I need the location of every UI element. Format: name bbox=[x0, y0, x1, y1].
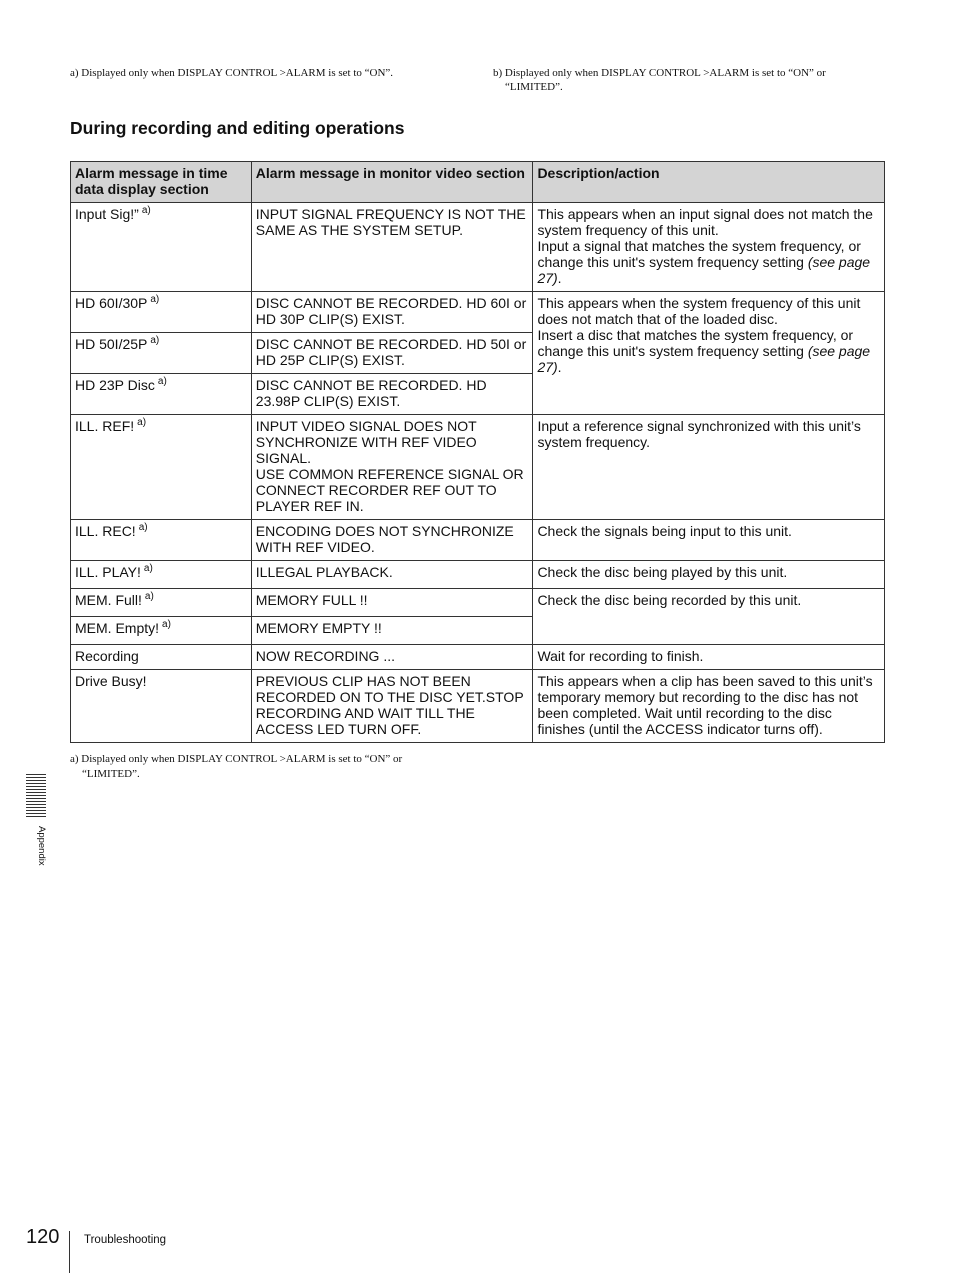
monitor-message-line: INPUT VIDEO SIGNAL DOES NOT SYNCHRONIZE WITH REF VIDEO SIGNAL. bbox=[255, 418, 477, 466]
footnote-marker: a) bbox=[143, 563, 153, 574]
alarm-monitor-cell: ILLEGAL PLAYBACK. bbox=[251, 561, 533, 589]
alarm-time-data-cell: Recording bbox=[71, 645, 252, 670]
page-reference: (see page 27) bbox=[537, 343, 871, 375]
alarm-code: HD 23P Disc bbox=[75, 377, 155, 393]
top-note-a bbox=[70, 66, 470, 80]
description-line: Input a signal that matches the system frequency, or change this unit's system frequency setting bbox=[537, 238, 861, 270]
description-end: . bbox=[557, 270, 562, 286]
description-end: . bbox=[557, 359, 562, 375]
footnote-marker: a) bbox=[150, 294, 160, 305]
alarm-code: Input Sig!” bbox=[75, 206, 139, 222]
footnote-marker: a) bbox=[162, 619, 171, 630]
top-note-a-text: a) Displayed only when DISPLAY CONTROL >ALARM is set to “ON”. bbox=[70, 67, 394, 79]
table-row bbox=[71, 292, 885, 333]
section-title: During recording and editing operations bbox=[70, 118, 405, 138]
alarm-code: ILL. REF! bbox=[75, 418, 135, 434]
alarm-time-data-cell bbox=[71, 561, 252, 589]
page-number: 120 bbox=[26, 1226, 60, 1248]
alarm-time-data-cell bbox=[71, 374, 252, 415]
alarm-monitor-cell: MEMORY FULL !! bbox=[251, 589, 533, 617]
description-cell: Check the disc being played by this unit. bbox=[533, 561, 885, 589]
alarm-monitor-cell: NOW RECORDING ... bbox=[251, 645, 533, 670]
side-tab-label: Appendix bbox=[36, 826, 47, 866]
footnote-marker: a) bbox=[150, 335, 160, 346]
table-row bbox=[71, 520, 885, 561]
header-description: Description/action bbox=[533, 162, 885, 203]
alarm-code: MEM. Empty! bbox=[75, 620, 160, 636]
table-header-row bbox=[71, 162, 885, 203]
description-cell: This appears when a clip has been saved to this unit’s temporary memory but recording to the disc has not been completed. Wait until recording to the disc finishes (until the ACCESS indicator turns off). bbox=[533, 670, 885, 743]
page-section-name: Troubleshooting bbox=[84, 1234, 167, 1246]
alarm-monitor-cell: INPUT SIGNAL FREQUENCY IS NOT THE SAME AS THE SYSTEM SETUP. bbox=[251, 203, 533, 292]
alarm-monitor-cell: ENCODING DOES NOT SYNCHRONIZE WITH REF VIDEO. bbox=[251, 520, 533, 561]
alarm-monitor-cell bbox=[251, 415, 533, 520]
monitor-message-line: USE COMMON REFERENCE SIGNAL OR CONNECT RECORDER REF OUT TO PLAYER REF IN. bbox=[255, 466, 524, 514]
alarm-time-data-cell: Drive Busy! bbox=[71, 670, 252, 743]
page-reference: (see page 27) bbox=[537, 254, 871, 286]
page-divider bbox=[69, 1231, 70, 1273]
alarm-monitor-cell: MEMORY EMPTY !! bbox=[251, 617, 533, 645]
alarm-code: ILL. REC! bbox=[75, 523, 136, 539]
alarm-time-data-cell bbox=[71, 415, 252, 520]
top-note-b bbox=[493, 66, 893, 94]
alarm-code: ILL. PLAY! bbox=[75, 564, 141, 580]
alarm-table bbox=[70, 161, 885, 743]
table-row bbox=[71, 645, 885, 670]
table-row bbox=[71, 415, 885, 520]
description-cell: Check the signals being input to this unit. bbox=[533, 520, 885, 561]
footnote-marker: a) bbox=[137, 417, 147, 428]
table-row bbox=[71, 670, 885, 743]
description-cell: Check the disc being recorded by this unit. bbox=[533, 589, 885, 645]
footnote-marker: a) bbox=[141, 205, 151, 216]
alarm-monitor-cell: DISC CANNOT BE RECORDED. HD 50I or HD 25P CLIP(S) EXIST. bbox=[251, 333, 533, 374]
table-row bbox=[71, 589, 885, 617]
description-line: Insert a disc that matches the system frequency, or change this unit's system frequency setting bbox=[537, 327, 854, 359]
footnote-marker: a) bbox=[157, 376, 167, 387]
alarm-time-data-cell bbox=[71, 617, 252, 645]
alarm-monitor-cell: DISC CANNOT BE RECORDED. HD 23.98P CLIP(S) EXIST. bbox=[251, 374, 533, 415]
footnote-marker: a) bbox=[144, 591, 154, 602]
alarm-time-data-cell bbox=[71, 292, 252, 333]
alarm-time-data-cell bbox=[71, 333, 252, 374]
alarm-monitor-cell: DISC CANNOT BE RECORDED. HD 60I or HD 30P CLIP(S) EXIST. bbox=[251, 292, 533, 333]
footnote-line2: “LIMITED”. bbox=[82, 768, 140, 780]
description-cell: Wait for recording to finish. bbox=[533, 645, 885, 670]
description-cell bbox=[533, 203, 885, 292]
table-footnote bbox=[70, 752, 480, 782]
alarm-time-data-cell bbox=[71, 589, 252, 617]
footnote-marker: a) bbox=[138, 522, 148, 533]
side-tab-marker bbox=[26, 774, 46, 817]
top-note-b-line2: “LIMITED”. bbox=[505, 81, 563, 93]
alarm-time-data-cell bbox=[71, 520, 252, 561]
table-row bbox=[71, 561, 885, 589]
alarm-time-data-cell bbox=[71, 203, 252, 292]
header-time-data: Alarm message in time data display section bbox=[71, 162, 252, 203]
top-note-b-line1: b) Displayed only when DISPLAY CONTROL >ALARM is set to “ON” or bbox=[493, 67, 826, 79]
alarm-code: HD 50I/25P bbox=[75, 336, 148, 352]
description-line: This appears when an input signal does not match the system frequency of this unit. bbox=[537, 206, 873, 238]
alarm-monitor-cell: PREVIOUS CLIP HAS NOT BEEN RECORDED ON TO THE DISC YET.STOP RECORDING AND WAIT TILL THE ACCESS LED TURN OFF. bbox=[251, 670, 533, 743]
alarm-code: HD 60I/30P bbox=[75, 295, 148, 311]
footnote-line1: a) Displayed only when DISPLAY CONTROL >ALARM is set to “ON” or bbox=[70, 753, 403, 765]
description-line: This appears when the system frequency of this unit does not match that of the loaded disc. bbox=[537, 295, 861, 327]
description-cell: Input a reference signal synchronized with this unit’s system frequency. bbox=[533, 415, 885, 520]
table-row bbox=[71, 203, 885, 292]
alarm-code: MEM. Full! bbox=[75, 592, 142, 608]
header-monitor-video: Alarm message in monitor video section bbox=[251, 162, 533, 203]
description-cell bbox=[533, 292, 885, 415]
